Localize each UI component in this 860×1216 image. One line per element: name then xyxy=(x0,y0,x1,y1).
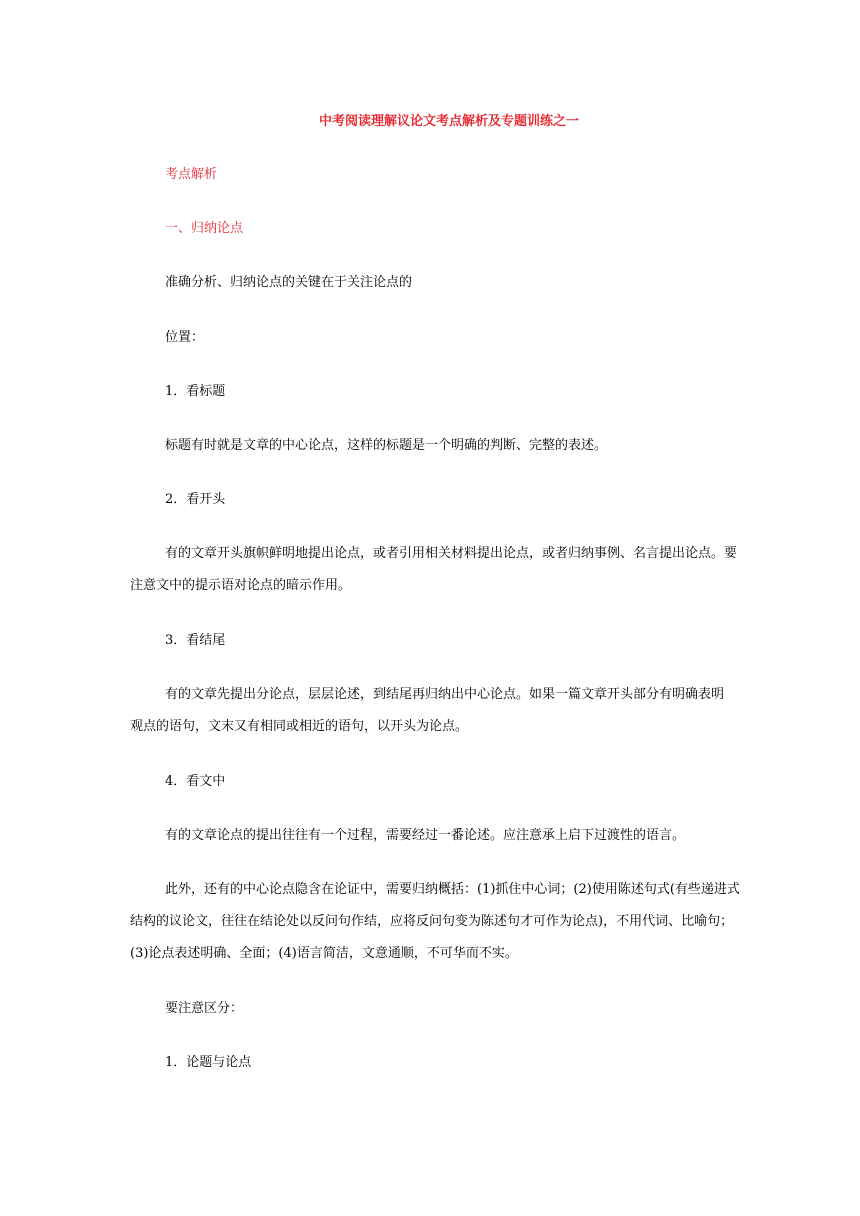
subheading-summarize-argument: 一、归纳论点 xyxy=(165,221,244,236)
page-title: 中考阅读理解议论文考点解析及专题训练之一 xyxy=(319,114,580,129)
distinguish-label: 要注意区分： xyxy=(165,1001,244,1016)
item-heading-opening: 2．看开头 xyxy=(165,492,226,507)
position-label: 位置： xyxy=(165,330,205,345)
intro-line: 准确分析、归纳论点的关键在于关注论点的 xyxy=(165,275,413,290)
item-text-opening-line1: 有的文章开头旗帜鲜明地提出论点，或者引用相关材料提出论点，或者归纳事例、名言提出论点。要 xyxy=(165,546,738,561)
item-text-title: 标题有时就是文章的中心论点，这样的标题是一个明确的判断、完整的表述。 xyxy=(165,438,608,453)
item-text-ending-line2: 观点的语句，文末又有相同或相近的语句，以开头为论点。 xyxy=(130,719,469,734)
item-text-opening-line2: 注意文中的提示语对论点的暗示作用。 xyxy=(130,578,352,593)
summary-line3: (3)论点表述明确、全面；(4)语言简洁，文意通顺，不可华而不实。 xyxy=(130,946,518,961)
item-text-middle: 有的文章论点的提出往往有一个过程，需要经过一番论述。应注意承上启下过渡性的语言。 xyxy=(165,828,686,843)
summary-line2: 结构的议论文，往往在结论处以反问句作结，应将反问句变为陈述句才可作为论点)，不用代词、比喻句； xyxy=(130,914,734,929)
item-heading-title: 1．看标题 xyxy=(165,384,226,399)
item-heading-ending: 3．看结尾 xyxy=(165,633,226,648)
summary-line1: 此外，还有的中心论点隐含在论证中，需要归纳概括：(1)抓住中心词；(2)使用陈述句式(有些递进式 xyxy=(165,882,740,897)
distinguish-item-1: 1．论题与论点 xyxy=(165,1055,252,1070)
section-label: 考点解析 xyxy=(165,167,218,182)
item-text-ending-line1: 有的文章先提出分论点，层层论述，到结尾再归纳出中心论点。如果一篇文章开头部分有明确表明 xyxy=(165,687,725,702)
item-heading-middle: 4．看文中 xyxy=(165,774,226,789)
